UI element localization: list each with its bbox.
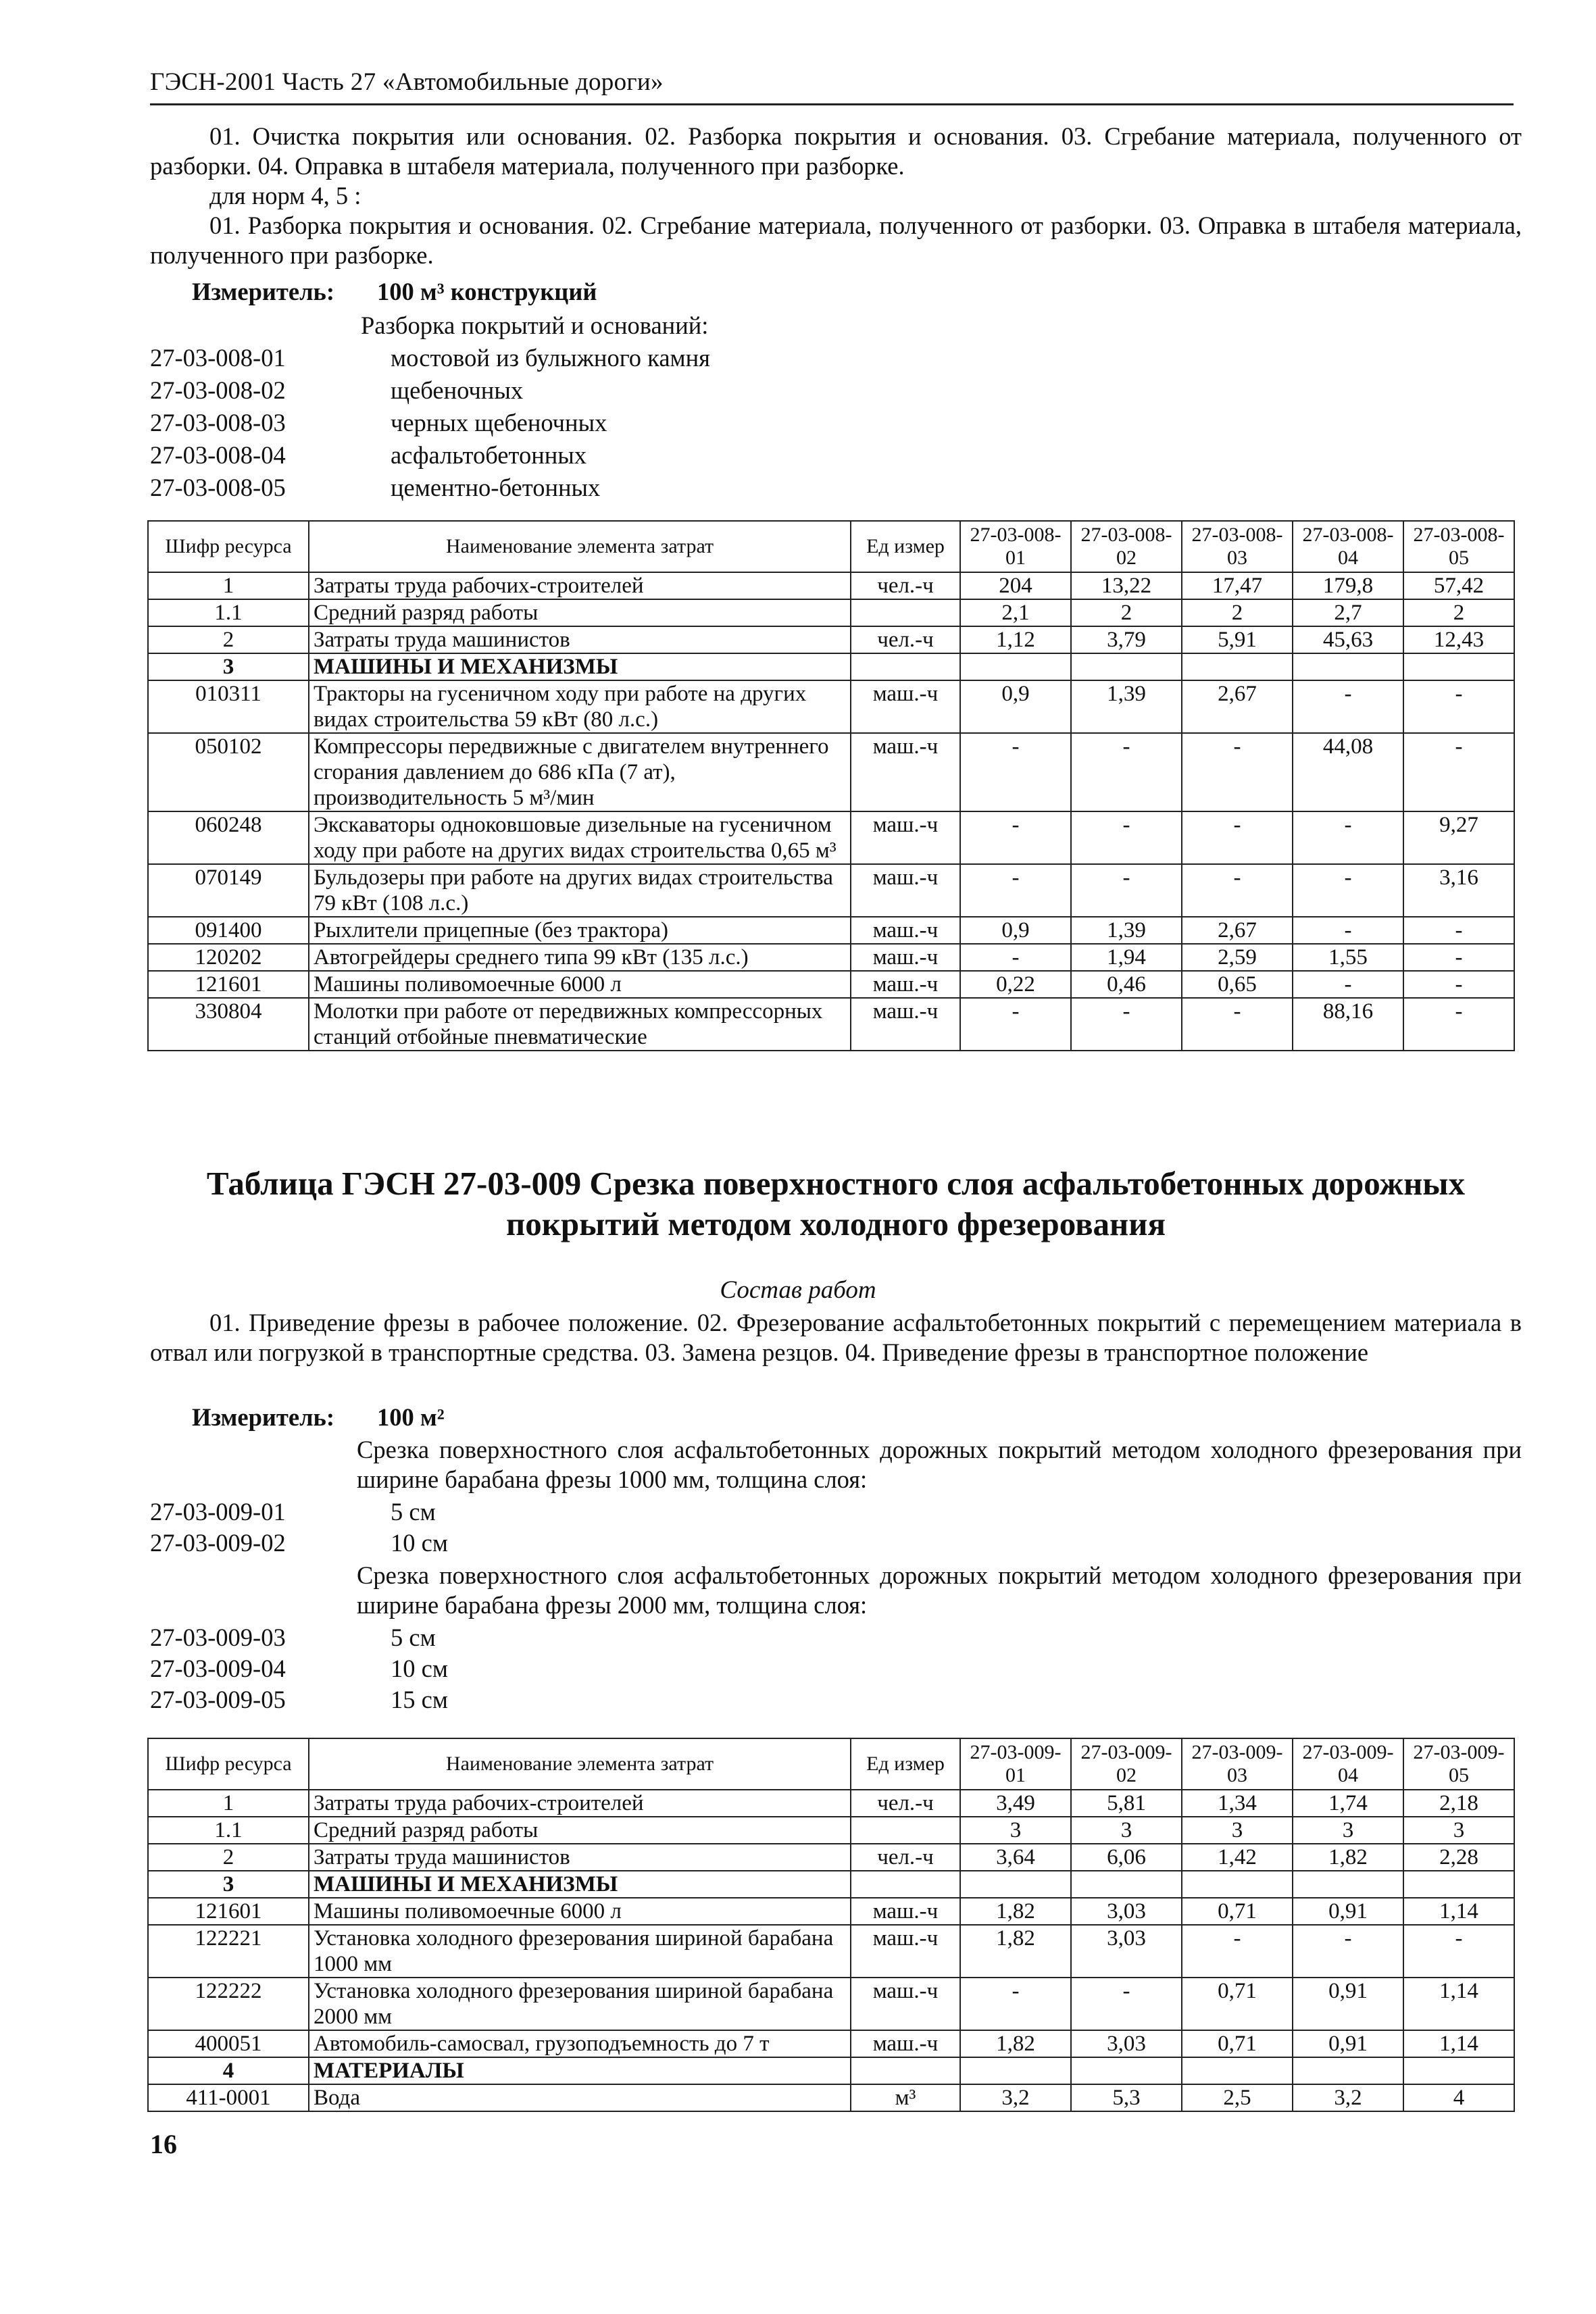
norm-value: 0,71 [1182, 2030, 1293, 2057]
norm-value: 57,42 [1403, 572, 1514, 599]
header-norm-col: 27-03-009-04 [1293, 1738, 1403, 1790]
norm-value: 1,12 [960, 626, 1071, 653]
norm-value: - [1071, 733, 1182, 811]
norm-value: - [1182, 998, 1293, 1051]
norm-name: цементно-бетонных [391, 474, 601, 501]
norm-value [1293, 653, 1403, 680]
element-name: Установка холодного фрезерования шириной барабана 2000 мм [309, 1978, 851, 2030]
unit: чел.-ч [851, 1844, 960, 1871]
work-operations-alt: 01. Разборка покрытия и основания. 02. Сгребание материала, полученного от разборки. 03. Оправка в штабеля материала, полученного при разборке. [150, 211, 1522, 269]
header-norm-col: 27-03-008-01 [960, 521, 1071, 572]
norm-value: 3,16 [1403, 864, 1514, 917]
norm-name: 10 см [391, 1529, 448, 1557]
unit: маш.-ч [851, 733, 960, 811]
norm-value: - [1182, 811, 1293, 864]
norm-value: - [1403, 944, 1514, 971]
element-name: Автомобиль-самосвал, грузоподъемность до 7 т [309, 2030, 851, 2057]
norm-value: 3,79 [1071, 626, 1182, 653]
norm-value: - [960, 998, 1071, 1051]
unit: маш.-ч [851, 864, 960, 917]
norm-value: 179,8 [1293, 572, 1403, 599]
element-name: Компрессоры передвижные с двигателем внутреннего сгорания давлением до 686 кПа (7 ат), производительность 5 м³/мин [309, 733, 851, 811]
unit: маш.-ч [851, 680, 960, 733]
measure-value: 100 м³ конструкций [377, 278, 597, 305]
norm-value: 3 [960, 1817, 1071, 1844]
resource-code: 091400 [148, 917, 309, 944]
norm-value: 0,22 [960, 971, 1071, 998]
table-row [148, 998, 1514, 1051]
element-name: Установка холодного фрезерования шириной барабана 1000 мм [309, 1925, 851, 1978]
norm-value: - [1403, 680, 1514, 733]
element-name: Тракторы на гусеничном ходу при работе на других видах строительства 59 кВт (80 л.с.) [309, 680, 851, 733]
work-operations-009: 01. Приведение фрезы в рабочее положение. 02. Фрезерование асфальтобетонных покрытий с перемещением материала в отвал или погрузкой в транспортные средства. 03. Замена резцов. 04. Приведение фрезы в транспортное положение [150, 1309, 1522, 1366]
section-row [148, 1871, 1514, 1898]
norm-value: - [960, 944, 1071, 971]
norm-value: - [1182, 733, 1293, 811]
header-norm-col: 27-03-008-05 [1403, 521, 1514, 572]
norm-value: - [1293, 811, 1403, 864]
norm-value: 1,82 [960, 1898, 1071, 1925]
element-name: Затраты труда рабочих-строителей [309, 572, 851, 599]
norm-value: 1,34 [1182, 1790, 1293, 1817]
norm-value: - [1071, 1978, 1182, 2030]
unit: чел.-ч [851, 572, 960, 599]
resource-code: 1 [148, 1790, 309, 1817]
element-name: МАШИНЫ И МЕХАНИЗМЫ [309, 1871, 851, 1898]
norm-name: 5 см [391, 1498, 436, 1526]
norm-value: - [960, 811, 1071, 864]
resource-code: 411-0001 [148, 2084, 309, 2111]
table-row [148, 971, 1514, 998]
table-row [148, 1844, 1514, 1871]
unit: чел.-ч [851, 1790, 960, 1817]
element-name: Затраты труда машинистов [309, 1844, 851, 1871]
resource-code: 2 [148, 626, 309, 653]
running-header: ГЭСН-2001 Часть 27 «Автомобильные дороги» [150, 68, 664, 96]
table-row [148, 864, 1514, 917]
header-element-name: Наименование элемента затрат [309, 521, 851, 572]
norm-value: 2,28 [1403, 1844, 1514, 1871]
norm-value: 2,1 [960, 599, 1071, 626]
resource-code: 060248 [148, 811, 309, 864]
norm-name: асфальтобетонных [391, 441, 587, 469]
norm-name: 5 см [391, 1624, 436, 1651]
norm-value: 3,03 [1071, 1925, 1182, 1978]
unit: маш.-ч [851, 1925, 960, 1978]
norm-value: - [960, 733, 1071, 811]
norm-value [1182, 653, 1293, 680]
norm-value: 4 [1403, 2084, 1514, 2111]
resource-code: 330804 [148, 998, 309, 1051]
work-operations-main: 01. Очистка покрытия или основания. 02. Разборка покрытия и основания. 03. Сгребание материала, полученного от разборки. 04. Оправка в штабеля материала, полученного при разборке. [150, 122, 1522, 180]
norm-value: 2 [1403, 599, 1514, 626]
unit: м³ [851, 2084, 960, 2111]
norm-value: - [1071, 864, 1182, 917]
table-row [148, 2030, 1514, 2057]
header-norm-col: 27-03-008-02 [1071, 521, 1182, 572]
norm-value [1071, 2057, 1182, 2084]
norm-value: 1,39 [1071, 680, 1182, 733]
norm-name: щебеночных [391, 376, 524, 404]
norm-value [1403, 653, 1514, 680]
resource-code: 121601 [148, 971, 309, 998]
table-row [148, 1817, 1514, 1844]
header-norm-col: 27-03-009-05 [1403, 1738, 1514, 1790]
norm-value: 204 [960, 572, 1071, 599]
norm-value: 3,64 [960, 1844, 1071, 1871]
norm-value: 0,9 [960, 680, 1071, 733]
norm-value: 3 [1071, 1817, 1182, 1844]
norm-value: 88,16 [1293, 998, 1403, 1051]
resource-code: 121601 [148, 1898, 309, 1925]
norm-value: 0,91 [1293, 1898, 1403, 1925]
norm-value: 2 [1071, 599, 1182, 626]
norm-value: 0,91 [1293, 1978, 1403, 2030]
resource-code: 3 [148, 653, 309, 680]
table-row [148, 2084, 1514, 2111]
norm-value: - [1403, 998, 1514, 1051]
resource-code: 122222 [148, 1978, 309, 2030]
element-name: МАШИНЫ И МЕХАНИЗМЫ [309, 653, 851, 680]
norm-value: 1,14 [1403, 1898, 1514, 1925]
norm-value: - [1293, 680, 1403, 733]
table-row [148, 1790, 1514, 1817]
norm-value: 2,5 [1182, 2084, 1293, 2111]
norm-value: - [1403, 917, 1514, 944]
resource-table-008 [147, 520, 1515, 1051]
header-norm-col: 27-03-009-01 [960, 1738, 1071, 1790]
norm-value: 2,18 [1403, 1790, 1514, 1817]
norm-value: 3 [1182, 1817, 1293, 1844]
norm-code: 27-03-009-01 [150, 1498, 286, 1526]
unit: чел.-ч [851, 626, 960, 653]
table-row [148, 626, 1514, 653]
header-element-name: Наименование элемента затрат [309, 1738, 851, 1790]
header-norm-col: 27-03-008-04 [1293, 521, 1403, 572]
norm-value: - [1403, 733, 1514, 811]
resource-code: 120202 [148, 944, 309, 971]
unit: маш.-ч [851, 971, 960, 998]
norm-value: 0,71 [1182, 1898, 1293, 1925]
norm-value [1071, 653, 1182, 680]
norm-value: 5,81 [1071, 1790, 1182, 1817]
norm-code: 27-03-008-04 [150, 441, 286, 469]
unit [851, 1871, 960, 1898]
unit: маш.-ч [851, 1978, 960, 2030]
norm-value: 2,7 [1293, 599, 1403, 626]
norm-value: - [1403, 971, 1514, 998]
element-name: Рыхлители прицепные (без трактора) [309, 917, 851, 944]
table-row [148, 572, 1514, 599]
norm-value: - [1071, 998, 1182, 1051]
element-name: Затраты труда рабочих-строителей [309, 1790, 851, 1817]
norm-value [1293, 1871, 1403, 1898]
norm-value: 0,71 [1182, 1978, 1293, 2030]
element-name: Экскаваторы одноковшовые дизельные на гусеничном ходу при работе на других видах строительства 0,65 м³ [309, 811, 851, 864]
header-norm-col: 27-03-008-03 [1182, 521, 1293, 572]
element-name: Средний разряд работы [309, 1817, 851, 1844]
norm-value: - [1403, 1925, 1514, 1978]
table-row [148, 944, 1514, 971]
resource-code: 400051 [148, 2030, 309, 2057]
norm-value [960, 1871, 1071, 1898]
norm-value: 1,82 [1293, 1844, 1403, 1871]
unit [851, 1817, 960, 1844]
resource-code: 070149 [148, 864, 309, 917]
norm-name: 15 см [391, 1686, 448, 1713]
element-name: Молотки при работе от передвижных компрессорных станций отбойные пневматические [309, 998, 851, 1051]
unit: маш.-ч [851, 944, 960, 971]
norm-value: - [1293, 864, 1403, 917]
norm-code: 27-03-009-02 [150, 1529, 286, 1557]
norm-value: 1,82 [960, 1925, 1071, 1978]
unit: маш.-ч [851, 917, 960, 944]
norm-value [1182, 2057, 1293, 2084]
norm-value: 3,03 [1071, 2030, 1182, 2057]
table-row [148, 599, 1514, 626]
unit [851, 653, 960, 680]
norm-value: 1,14 [1403, 2030, 1514, 2057]
norm-name: 10 см [391, 1655, 448, 1682]
measure-label-009: Измеритель: [192, 1403, 334, 1431]
norm-value: 3,49 [960, 1790, 1071, 1817]
table-title-009: Таблица ГЭСН 27-03-009 Срезка поверхностного слоя асфальтобетонных дорожных покрытий методом холодного фрезерования [206, 1165, 1466, 1242]
resource-code: 3 [148, 1871, 309, 1898]
norms-group-title: Разборка покрытий и оснований: [361, 311, 709, 339]
norm-value: 1,55 [1293, 944, 1403, 971]
norm-value: 2,67 [1182, 917, 1293, 944]
norm-value: 1,74 [1293, 1790, 1403, 1817]
element-name: Автогрейдеры среднего типа 99 кВт (135 л.с.) [309, 944, 851, 971]
norm-value: - [1182, 1925, 1293, 1978]
ops-for-norms-label: для норм 4, 5 : [209, 182, 361, 209]
norm-value [1071, 1871, 1182, 1898]
measure-label: Измеритель: [192, 278, 334, 305]
header-unit: Ед измер [851, 521, 960, 572]
measure-value-009: 100 м² [377, 1403, 445, 1431]
header-unit: Ед измер [851, 1738, 960, 1790]
norm-name: черных щебеночных [391, 409, 607, 436]
norm-name: мостовой из булыжного камня [391, 344, 710, 372]
norm-value: 2,67 [1182, 680, 1293, 733]
header-rule [150, 103, 1514, 105]
norms-group-title-1: Срезка поверхностного слоя асфальтобетонных дорожных покрытий методом холодного фрезерования при ширине барабана фрезы 1000 мм, толщина слоя: [357, 1436, 1522, 1493]
norm-value [1182, 1871, 1293, 1898]
header-resource-code: Шифр ресурса [148, 521, 309, 572]
norm-value: 3,03 [1071, 1898, 1182, 1925]
norm-value: 0,9 [960, 917, 1071, 944]
header-norm-col: 27-03-009-02 [1071, 1738, 1182, 1790]
element-name: Средний разряд работы [309, 599, 851, 626]
composition-heading: Состав работ [720, 1276, 876, 1304]
norm-value: - [1293, 1925, 1403, 1978]
norm-value: - [1182, 864, 1293, 917]
norm-value: 2 [1182, 599, 1293, 626]
norm-value: 0,46 [1071, 971, 1182, 998]
element-name: Вода [309, 2084, 851, 2111]
norm-value: 9,27 [1403, 811, 1514, 864]
norm-value: 1,94 [1071, 944, 1182, 971]
table-row [148, 1898, 1514, 1925]
norm-value [960, 2057, 1071, 2084]
norm-value: 3,2 [1293, 2084, 1403, 2111]
unit: маш.-ч [851, 998, 960, 1051]
norm-value: 0,65 [1182, 971, 1293, 998]
norm-value: - [1071, 811, 1182, 864]
norm-value: 1,42 [1182, 1844, 1293, 1871]
norm-code: 27-03-009-03 [150, 1624, 286, 1651]
resource-code: 050102 [148, 733, 309, 811]
element-name: Затраты труда машинистов [309, 626, 851, 653]
table-row [148, 733, 1514, 811]
resource-table-009 [147, 1738, 1515, 2112]
norm-value: 13,22 [1071, 572, 1182, 599]
norm-value: 1,82 [960, 2030, 1071, 2057]
norm-value: 6,06 [1071, 1844, 1182, 1871]
norm-value [960, 653, 1071, 680]
resource-code: 122221 [148, 1925, 309, 1978]
norm-value [1293, 2057, 1403, 2084]
norm-code: 27-03-009-04 [150, 1655, 286, 1682]
unit [851, 599, 960, 626]
unit: маш.-ч [851, 811, 960, 864]
section-row [148, 653, 1514, 680]
norm-value: 5,3 [1071, 2084, 1182, 2111]
norm-value: 1,14 [1403, 1978, 1514, 2030]
norm-value: 44,08 [1293, 733, 1403, 811]
resource-code: 4 [148, 2057, 309, 2084]
norm-value: 0,91 [1293, 2030, 1403, 2057]
table-row [148, 1978, 1514, 2030]
resource-code: 1.1 [148, 599, 309, 626]
table-row [148, 917, 1514, 944]
norm-value: 5,91 [1182, 626, 1293, 653]
page-number: 16 [150, 2129, 177, 2159]
element-name: Бульдозеры при работе на других видах строительства 79 кВт (108 л.с.) [309, 864, 851, 917]
norm-value: 3 [1403, 1817, 1514, 1844]
norm-value: - [1293, 917, 1403, 944]
table-row [148, 1925, 1514, 1978]
norm-value: 3 [1293, 1817, 1403, 1844]
resource-code: 2 [148, 1844, 309, 1871]
unit: маш.-ч [851, 1898, 960, 1925]
unit: маш.-ч [851, 2030, 960, 2057]
norm-code: 27-03-008-02 [150, 376, 286, 404]
norm-value: 2,59 [1182, 944, 1293, 971]
norm-code: 27-03-009-05 [150, 1686, 286, 1713]
resource-code: 010311 [148, 680, 309, 733]
norm-code: 27-03-008-05 [150, 474, 286, 501]
element-name: Машины поливомоечные 6000 л [309, 971, 851, 998]
resource-code: 1 [148, 572, 309, 599]
norm-value: - [960, 864, 1071, 917]
header-resource-code: Шифр ресурса [148, 1738, 309, 1790]
element-name: МАТЕРИАЛЫ [309, 2057, 851, 2084]
section-row [148, 2057, 1514, 2084]
header-norm-col: 27-03-009-03 [1182, 1738, 1293, 1790]
norms-group-title-2: Срезка поверхностного слоя асфальтобетонных дорожных покрытий методом холодного фрезерования при ширине барабана фрезы 2000 мм, толщина слоя: [357, 1561, 1522, 1619]
unit [851, 2057, 960, 2084]
table-row [148, 811, 1514, 864]
norm-value [1403, 1871, 1514, 1898]
norm-value: - [960, 1978, 1071, 2030]
norm-code: 27-03-008-03 [150, 409, 286, 436]
element-name: Машины поливомоечные 6000 л [309, 1898, 851, 1925]
resource-code: 1.1 [148, 1817, 309, 1844]
norm-code: 27-03-008-01 [150, 344, 286, 372]
norm-value: 3,2 [960, 2084, 1071, 2111]
norm-value: 12,43 [1403, 626, 1514, 653]
norm-value [1403, 2057, 1514, 2084]
norm-value: 1,39 [1071, 917, 1182, 944]
table-row [148, 680, 1514, 733]
norm-value: 17,47 [1182, 572, 1293, 599]
norm-value: 45,63 [1293, 626, 1403, 653]
norm-value: - [1293, 971, 1403, 998]
